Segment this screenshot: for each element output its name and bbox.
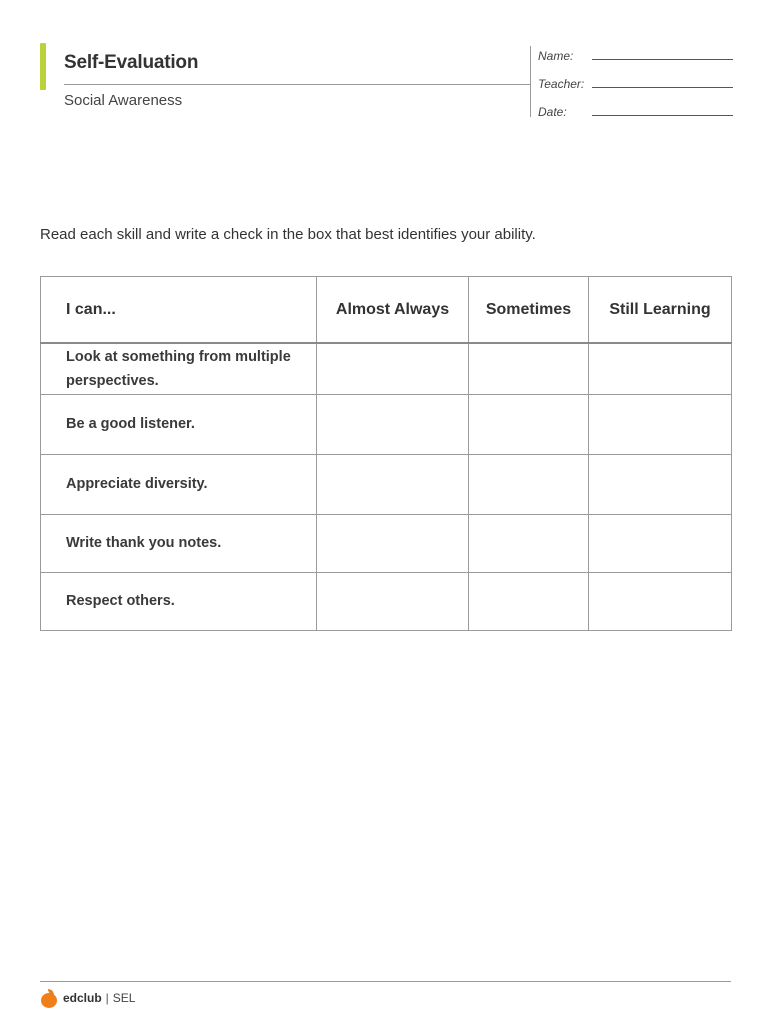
teacher-line[interactable] [592, 87, 733, 88]
name-field[interactable] [538, 47, 733, 67]
self-evaluation-table [40, 276, 732, 631]
checkbox-cell-almost-always[interactable] [317, 454, 469, 514]
header-divider [64, 84, 530, 85]
checkbox-cell-sometimes[interactable] [469, 343, 589, 394]
page-title: Self-Evaluation [64, 52, 199, 73]
teacher-field[interactable] [538, 75, 733, 95]
table-row [41, 343, 732, 394]
table-row [41, 394, 732, 454]
instructions: Read each skill and write a check in the box that best identifies your ability. [40, 226, 536, 243]
footer-separator: | [105, 991, 109, 1005]
page-subtitle: Social Awareness [64, 92, 183, 109]
column-header-almost-always: Almost Always [317, 277, 469, 344]
checkbox-cell-sometimes[interactable] [469, 572, 589, 630]
skill-label: Appreciate diversity. [41, 454, 317, 514]
checkbox-cell-still-learning[interactable] [589, 514, 732, 572]
checkbox-cell-still-learning[interactable] [589, 572, 732, 630]
skill-label: Be a good listener. [41, 394, 317, 454]
column-header-i-can: I can... [41, 277, 317, 344]
date-field[interactable] [538, 103, 733, 123]
skill-label: Look at something from multiple perspectives. [41, 343, 317, 394]
checkbox-cell-almost-always[interactable] [317, 394, 469, 454]
table-header-row [41, 277, 732, 344]
checkbox-cell-almost-always[interactable] [317, 514, 469, 572]
checkbox-cell-almost-always[interactable] [317, 572, 469, 630]
table-row [41, 514, 732, 572]
skill-label: Write thank you notes. [41, 514, 317, 572]
checkbox-cell-sometimes[interactable] [469, 454, 589, 514]
footer-program: SEL [112, 991, 136, 1005]
table-row [41, 572, 732, 630]
table-row [41, 454, 732, 514]
footer-divider [40, 981, 731, 982]
skill-label: Respect others. [41, 572, 317, 630]
checkbox-cell-still-learning[interactable] [589, 454, 732, 514]
meta-divider [530, 46, 531, 117]
name-label: Name: [538, 49, 574, 63]
edclub-logo-icon [40, 989, 59, 1008]
checkbox-cell-still-learning[interactable] [589, 394, 732, 454]
title-accent-bar [40, 43, 46, 90]
name-line[interactable] [592, 59, 733, 60]
date-label: Date: [538, 105, 567, 119]
checkbox-cell-sometimes[interactable] [469, 394, 589, 454]
column-header-sometimes: Sometimes [469, 277, 589, 344]
date-line[interactable] [592, 115, 733, 116]
checkbox-cell-still-learning[interactable] [589, 343, 732, 394]
column-header-still-learning: Still Learning [589, 277, 732, 344]
footer [40, 987, 135, 1009]
teacher-label: Teacher: [538, 77, 585, 91]
checkbox-cell-almost-always[interactable] [317, 343, 469, 394]
footer-brand: edclub [63, 991, 102, 1005]
checkbox-cell-sometimes[interactable] [469, 514, 589, 572]
